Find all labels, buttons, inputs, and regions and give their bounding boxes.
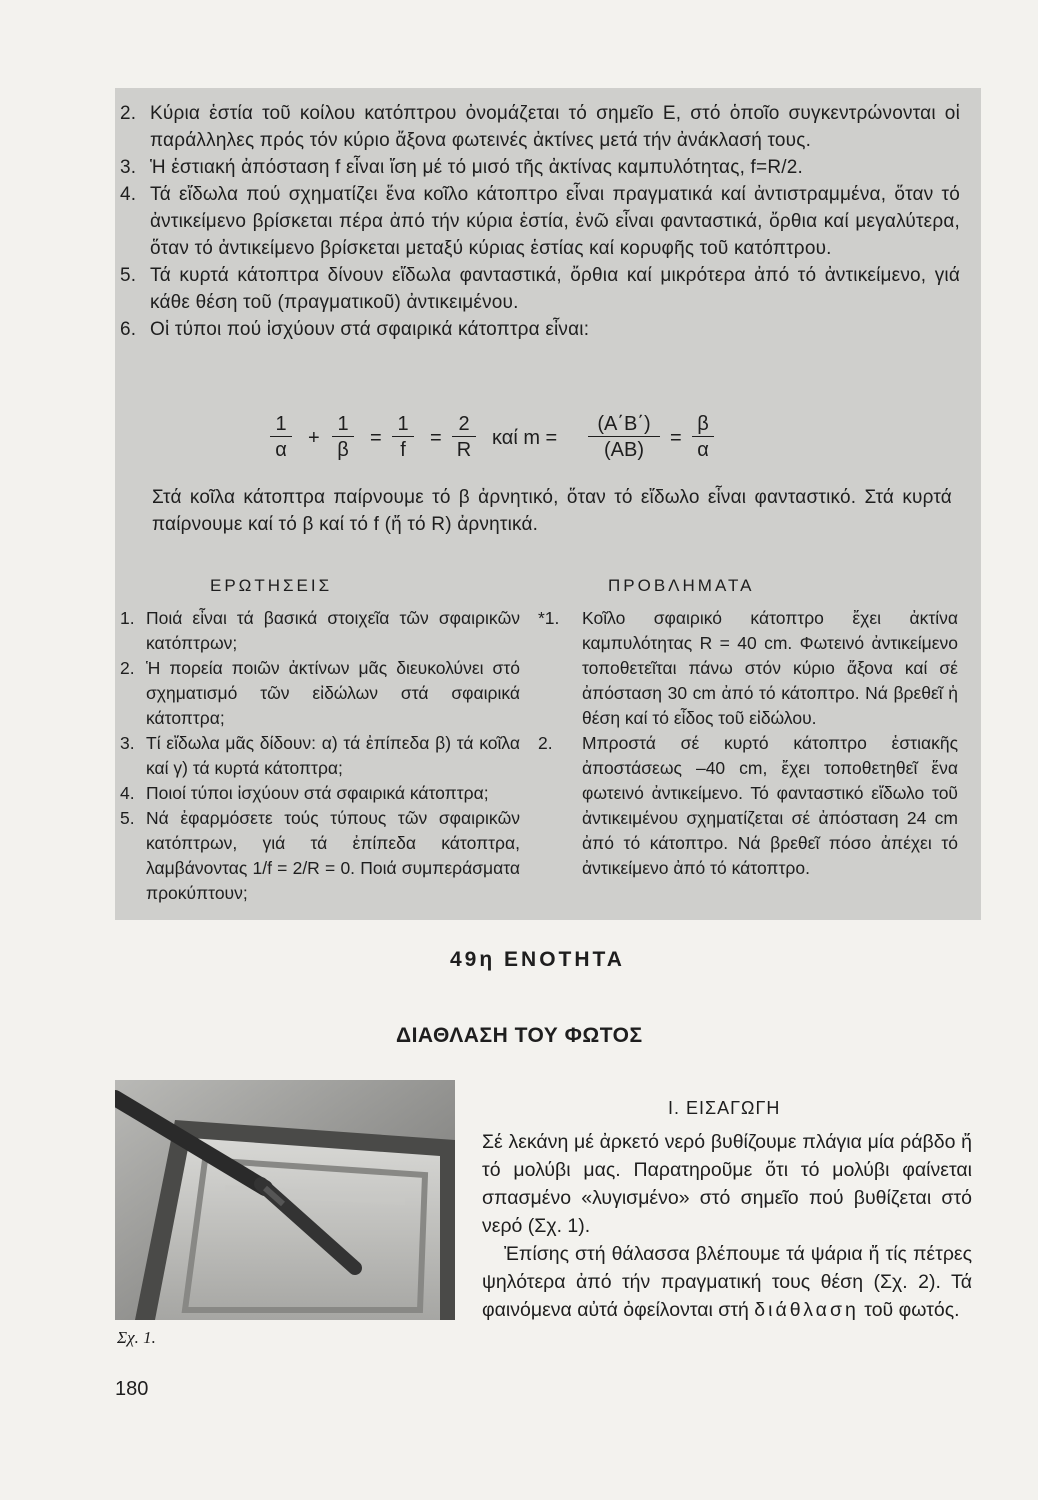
summary-item-text: Ἡ ἑστιακή ἀπόσταση f εἶναι ἴση μέ τό μισό τῆς ἀκτίνας καμπυλότητας, f=R/2.	[150, 157, 803, 178]
summary-item-text: Τά εἴδωλα πού σχηματίζει ἕνα κοῖλο κάτοπτρο εἶναι πραγματικά καί ἀντιστραμμένα, ὅταν τό ἀντικείμενο βρίσκεται πέρα ἀπό τήν κύρια ἑστία, ἐνῶ εἶναι φανταστικά, ὄρθια καί μεγαλύτερα, ὅταν τό ἀντικείμενο βρίσκεται μεταξύ κύριας ἑστίας καί κορυφῆς τοῦ κατόπτρου.	[150, 184, 960, 259]
question-item	[120, 606, 520, 656]
page-number: 180	[115, 1378, 149, 1400]
magnification-label: καί m =	[492, 427, 558, 449]
question-number: 3.	[120, 733, 135, 753]
question-text: Τί εἴδωλα μᾶς δίδουν: α) τά ἐπίπεδα β) τά κοῖλα καί γ) τά κυρτά κάτοπτρα;	[146, 733, 520, 778]
fraction-denominator: β	[337, 439, 349, 461]
summary-list	[120, 100, 960, 343]
fraction-b-over-a	[692, 412, 714, 463]
summary-item-number: 6.	[120, 319, 137, 340]
fraction-1-over-a	[270, 412, 292, 463]
intro-paragraph-2-end: τοῦ φωτός.	[864, 1299, 960, 1321]
summary-item-6	[120, 316, 960, 343]
equals-sign: =	[430, 427, 442, 449]
questions-heading: ΕΡΩΤΗΣΕΙΣ	[210, 576, 333, 595]
fraction-denominator: α	[275, 439, 287, 461]
problem-number: *1.	[538, 608, 560, 628]
question-item	[120, 731, 520, 781]
mirror-formula	[270, 412, 750, 472]
figure-1-photo	[115, 1080, 455, 1320]
intro-text	[482, 1128, 972, 1324]
fraction-numerator: 2	[452, 412, 476, 437]
fraction-2-over-r	[452, 412, 476, 463]
equals-sign: =	[370, 427, 382, 449]
intro-paragraph-1: Σέ λεκάνη μέ ἀρκετό νερό βυθίζουμε πλάγια μία ράβδο ἤ τό μολύβι μας. Παρατηροῦμε ὅτι τό μολύβι φαίνεται σπασμένο «λυγισμένο» στό σημεῖο πού βυθίζεται στό νερό (Σχ. 1).	[482, 1131, 972, 1237]
summary-item-3	[120, 154, 960, 181]
plus-sign: +	[308, 427, 320, 449]
problems-heading: ΠΡΟΒΛΗΜΑΤΑ	[608, 576, 755, 595]
equals-sign: =	[670, 427, 682, 449]
summary-item-text: Οἱ τύποι πού ἰσχύουν στά σφαιρικά κάτοπτρα εἶναι:	[150, 319, 590, 340]
fraction-numerator: β	[692, 412, 714, 437]
fraction-denominator: R	[456, 439, 472, 461]
question-number: 2.	[120, 658, 135, 678]
fraction-numerator: 1	[332, 412, 354, 437]
intro-paragraph-2	[482, 1240, 972, 1324]
question-item	[120, 656, 520, 731]
chapter-title: ΔΙΑΘΛΑΣΗ ΤΟΥ ΦΩΤΟΣ	[396, 1024, 643, 1047]
question-item	[120, 806, 520, 906]
question-item	[120, 781, 520, 806]
fraction-image-over-object	[588, 412, 660, 463]
fraction-denominator: α	[697, 439, 709, 461]
sign-convention-note: Στά κοῖλα κάτοπτρα παίρνουμε τό β ἀρνητικό, ὅταν τό εἴδωλο εἶναι φανταστικό. Στά κυρτά παίρνουμε καί τό β καί τό f (ἤ τό R) ἀρνητικά.	[152, 487, 952, 535]
emphasized-term: διάθλαση	[754, 1299, 859, 1321]
question-number: 5.	[120, 808, 135, 828]
summary-item-number: 5.	[120, 265, 137, 286]
fraction-denominator: (ΑΒ)	[604, 439, 644, 461]
questions-list	[120, 606, 520, 906]
question-text: Ποιά εἶναι τά βασικά στοιχεῖα τῶν σφαιρικῶν κατόπτρων;	[146, 608, 520, 653]
summary-item-2	[120, 100, 960, 154]
question-text: Ἡ πορεία ποιῶν ἀκτίνων μᾶς διευκολύνει στό σχηματισμό τῶν εἰδώλων στά σφαιρικά κάτοπτρα;	[146, 658, 520, 728]
summary-item-4	[120, 181, 960, 262]
fraction-numerator: 1	[392, 412, 414, 437]
intro-paragraph-2-main: Ἐπίσης στή θάλασσα βλέπουμε τά ψάρια ἤ τίς πέτρες ψηλότερα ἀπό τήν πραγματική τους θέση (Σχ. 2). Τά φαινόμενα αὐτά ὀφείλονται στή	[482, 1243, 972, 1321]
question-text: Νά ἐφαρμόσετε τούς τύπους τῶν σφαιρικῶν κατόπτρων, γιά τά ἐπίπεδα κάτοπτρα, λαμβάνοντας 1/f = 2/R = 0. Ποιά συμπεράσματα προκύπτουν;	[146, 808, 520, 903]
summary-item-text: Τά κυρτά κάτοπτρα δίνουν εἴδωλα φανταστικά, ὄρθια καί μικρότερα ἀπό τό ἀντικείμενο, γιά κάθε θέση τοῦ (πραγματικοῦ) ἀντικειμένου.	[150, 265, 960, 313]
pencil-in-water-illustration	[115, 1080, 455, 1320]
question-number: 4.	[120, 783, 135, 803]
summary-item-number: 2.	[120, 103, 137, 124]
fraction-1-over-f	[392, 412, 414, 463]
figure-caption: Σχ. 1.	[117, 1328, 156, 1347]
problems-list	[538, 606, 958, 881]
question-number: 1.	[120, 608, 135, 628]
fraction-1-over-b	[332, 412, 354, 463]
summary-item-5	[120, 262, 960, 316]
problem-number: 2.	[538, 733, 553, 753]
summary-item-number: 4.	[120, 184, 137, 205]
problem-item	[538, 606, 958, 731]
problem-text: Μπροστά σέ κυρτό κάτοπτρο ἑστιακῆς ἀποστάσεως –40 cm, ἔχει τοποθετηθεῖ ἕνα φωτεινό ἀντικείμενο. Τό φανταστικό εἴδωλο τοῦ ἀντικειμένου σχηματίζεται σέ ἀπόσταση 24 cm ἀπό τό κάτοπτρο. Νά βρεθεῖ πόσο ἀπέχει τό ἀντικείμενο ἀπό τό κάτοπτρο.	[582, 733, 958, 878]
fraction-numerator: (Α΄Β΄)	[588, 412, 660, 437]
problem-item	[538, 731, 958, 881]
fraction-denominator: f	[400, 439, 406, 461]
summary-item-text: Κύρια ἑστία τοῦ κοίλου κατόπτρου ὀνομάζεται τό σημεῖο Ε, στό ὁποῖο συγκεντρώνονται οἱ παράλληλες πρός τόν κύριο ἄξονα φωτεινές ἀκτίνες μετά τήν ἀνάκλασή τους.	[150, 103, 960, 151]
unit-title: 49η ΕΝΟΤΗΤΑ	[450, 948, 625, 971]
summary-item-number: 3.	[120, 157, 137, 178]
fraction-numerator: 1	[270, 412, 292, 437]
intro-heading: Ι. ΕΙΣΑΓΩΓΗ	[668, 1098, 781, 1118]
question-text: Ποιοί τύποι ἰσχύουν στά σφαιρικά κάτοπτρα;	[146, 783, 489, 803]
problem-text: Κοῖλο σφαιρικό κάτοπτρο ἔχει ἀκτίνα καμπυλότητας R = 40 cm. Φωτεινό ἀντικείμενο τοποθετεῖται πάνω στόν κύριο ἄξονα καί σέ ἀπόσταση 30 cm ἀπό τό κάτοπτρο. Νά βρεθεῖ ἡ θέση καί τό εἶδος τοῦ εἰδώλου.	[582, 608, 958, 728]
